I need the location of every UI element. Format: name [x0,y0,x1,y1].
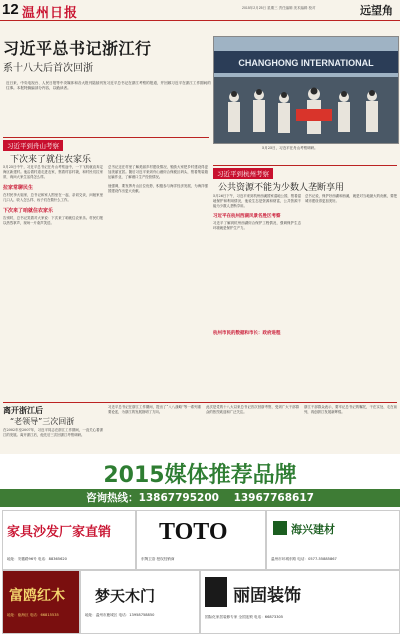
photo-ship-text: CHANGHONG INTERNATIONAL [238,58,374,68]
box1-header: 习近平到舟山考察 [3,140,63,151]
ad-brand-name: TOTO [159,519,228,545]
box2-column [213,194,301,324]
box1-paragraph-1: 5月25日中午，习近平总书记在舟山考察途中，一下飞机就直奔定海区新建村。他沿着村道走进农家，察看村容村貌，和村民们拉家常，询问大家生活得怎么样。 [3,165,103,179]
lead-paragraph: 近日来，中央电视台、人民日报等中央媒体和各大报刊陆续刊发习近平总书记在浙江考察的报道，并回顾习近平在浙江工作期间的往事。本报特摘编部分内容，以飨读者。 [6,81,211,90]
ligu-logo-icon [205,577,227,607]
box1-subhead-1: 拉家常聊民生 [3,185,34,191]
ad-brand-name: 梦天木门 [95,587,156,605]
photo-caption: 5月25日，习近平在舟山考察调研。 [262,146,318,150]
box2-subhead-2: 杭州市民的数据和市长：政府进程 [213,331,281,336]
section-title: 远望角 [360,5,393,17]
box1-column [3,165,103,445]
box1-subhead-2: 下次来了咱就住农家乐 [3,208,54,214]
box1-paragraph-3: 告别时，总书记笑着对大家说：下次来了咱就住农家乐。村民们报以热烈掌声，现场一片欢声笑语。 [3,216,103,225]
haixing-logo-icon [273,521,287,535]
box2-header: 习近平到杭州考察 [213,168,273,179]
divider [213,165,397,166]
column2-paragraph-2: 他强调，要发挥舟山区位优势，积极参与海洋经济发展，为海洋强国建设作出更大贡献。 [108,184,208,193]
ad-phone-1: 13867795200 [138,492,219,504]
box1-paragraph-2: 在村民李大姐家，总书记和家人围坐在一起，亲切交谈，问她家里几口人、收入怎么样、孩子们在做什么工作。 [3,193,103,202]
bottom-paragraph-3: 此次是党的十八大以来总书记首次回浙考察，受到广大干部群众的热烈欢迎和广泛关注。 [206,405,299,414]
box2-paragraph-1: 5月26日下午，习近平来到杭州西溪国家湿地公园，察看湿地保护和利用情况，他说生态是资源和财富，公共资源不能为少数人垄断享用。 [213,194,301,208]
bottom-subtitle: “老领导”三次回浙 [10,417,75,426]
box1-column-2 [108,165,208,445]
box2-column-2 [305,194,397,324]
ad-brand-info: 地址：温州市鹿城区 电话：13958758850 [85,613,155,617]
ad-brand-name: 丽固装饰 [233,586,301,606]
ad-brand-toto [136,510,266,570]
ad-brand-name: 海兴建材 [291,523,335,536]
box2-subtitle: 公共资源不能为少数人垄断享用 [218,183,345,193]
paper-logo: 温州日报 [22,6,79,21]
subheadline: 系十八大后首次回浙 [3,63,93,74]
ad-brand-haixing [266,510,400,570]
box1-subtitle: 下次来了就住农家乐 [10,155,92,165]
divider [3,137,209,138]
bottom-paragraph-2: 习近平总书记在浙江工作期间，提出了“八八战略”等一系列重要论述，为浙江的发展指明了方向。 [108,405,201,414]
ad-brand-ligu [200,570,400,634]
box2-paragraph-2: 习近平了解到杭州西湖综合保护工程情况，强调保护生态环境就是保护生产力。 [213,221,301,230]
ad-brand-furniture [2,510,136,570]
news-photo [213,36,399,144]
ad-brand-fuou [2,570,80,634]
ad-brand-name: 家具沙发厂家直销 [7,525,112,540]
ad-brand-name: 富鸥红木 [9,588,65,604]
box2-subhead-1: 习近平在杭州西湖风景名胜区考察 [213,214,281,219]
ad-brand-info: 地址：安徽路96号 电话：88365620 [7,557,67,561]
ad-brand-info: 东陶卫浴 授权经销商 [141,557,175,561]
column2-paragraph-1: 总书记还在村里了解美丽乡村建设情况，勉励大家把乡村建设得更加美丽宜居。随后习近平来到舟山港综合保税区码头，察看集装箱运输作业，了解港口生产经营情况。 [108,165,208,179]
ad-title: 2015媒体推荐品牌 [103,463,297,488]
date-line: 2015年2月25日 星期三 责任编辑 美术编辑 校对 [242,6,316,10]
page-number: 12 [2,1,19,18]
bottom-paragraph-1: 在2002年至2007年，习近平同志在浙江工作期间，一直关心着浙江的发展。离开浙江后，他先后三次回浙江考察调研。 [3,428,103,437]
divider [3,402,397,403]
ad-phone-2: 13967768617 [233,492,314,504]
ad-phone-bar [0,489,400,507]
ad-brand-info: 温州市环城东路 电话：0577-55885867 [271,557,337,561]
photo-illustration [214,37,398,143]
bottom-paragraph-4: 浙江干部群众表示，要牢记总书记的嘱托，干在实处、走在前列，再创浙江发展新辉煌。 [304,405,397,414]
ad-brand-info: 国际化家居装修专家 全国连锁 电话：66873305 [205,615,284,619]
ad-brand-mengtian [80,570,200,634]
ad-brand-info: 地址：瓯海区 电话：66815535 [7,613,59,617]
box2-paragraph-3: 总书记说，保护好西湖和西溪，就是对当地最大的贡献，要把城市建设得更加美好。 [305,194,397,203]
ad-phone-label: 咨询热线： [86,492,139,504]
bottom-title: 离开浙江后 [3,406,43,415]
main-headline: 习近平总书记浙江行 [3,39,152,58]
